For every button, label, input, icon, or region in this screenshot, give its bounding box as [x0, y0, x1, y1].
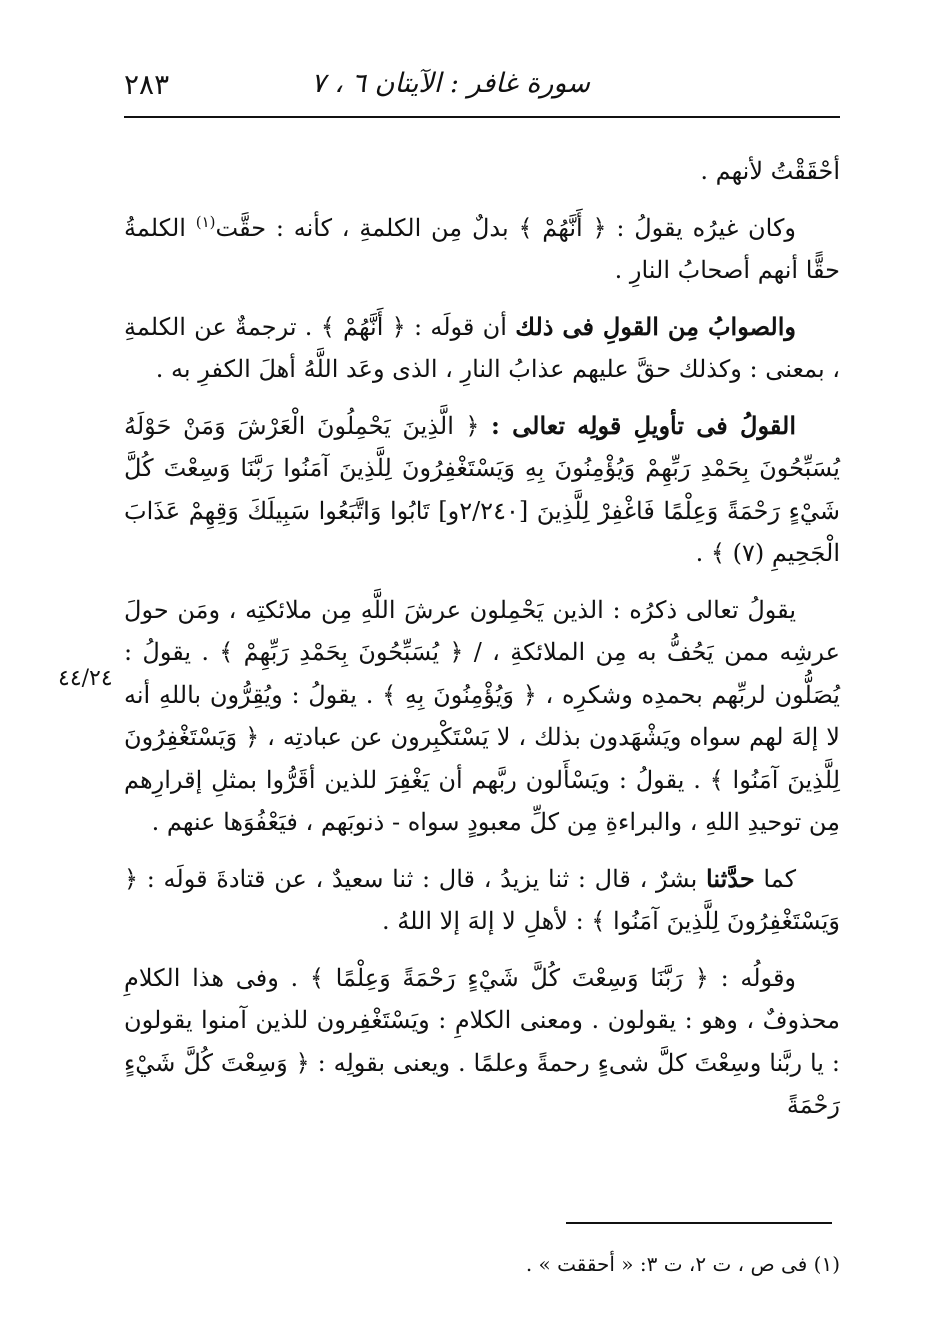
paragraph-2	[124, 207, 840, 292]
running-title: سورة غافر : الآيتان ٦ ، ٧	[311, 68, 590, 99]
paragraph-6-text-a: كما	[754, 864, 796, 893]
margin-note: ٤٤/٢٤	[58, 666, 113, 691]
paragraph-6	[124, 858, 840, 943]
manuscript-marker: [٢/٢٤٠و]	[429, 496, 537, 525]
page-header	[124, 60, 840, 118]
verse-text: ﴿ الَّذِينَ يَحْمِلُونَ الْعَرْشَ وَمَنْ حَوْلَهُ يُسَبِّحُونَ بِحَمْدِ رَبِّهِمْ وَيُؤْمِنُونَ بِهِ وَيَسْتَغْفِرُونَ لِلَّذِينَ آمَنُوا رَبَّنَا وَسِعْتَ كُلَّ شَيْءٍ رَحْمَةً وَعِلْمًا فَاغْفِرْ لِلَّذِينَ	[124, 411, 840, 525]
paragraph-7: وقولُه : ﴿ رَبَّنَا وَسِعْتَ كُلَّ شَيْءٍ رَحْمَةً وَعِلْمًا ﴾ . وفى هذا الكلامِ محذوفٌ ، وهو : يقولون . ومعنى الكلامِ : ويَسْتَغْفِرون للذين آمنوا يقولون : يا ربَّنا وسِعْتَ كلَّ شىءٍ رحمةً وعلمًا . ويعنى بقولِه : ﴿ وَسِعْتَ كُلَّ شَيْءٍ رَحْمَةً	[124, 963, 840, 1119]
paragraph-3-text: أن قولَه : ﴿ أَنَّهُمْ ﴾ . ترجمةٌ عن الكلمةِ ، بمعنى : وكذلك حقَّ عليهم عذابُ النارِ ، الذى وعَد اللَّهُ أهلَ الكفرِ به .	[124, 312, 840, 383]
verse-text-end: تَابُوا وَاتَّبَعُوا سَبِيلَكَ وَقِهِمْ عَذَابَ الْجَحِيمِ (٧) ﴾ .	[124, 496, 840, 567]
paragraph-6-bold: حدَّثنا	[706, 863, 755, 893]
footnote-divider	[566, 1222, 832, 1224]
paragraph-2-text-b: الكلمةُ حقًّا أنهم أصحابُ النارِ .	[124, 213, 840, 284]
paragraph-3-bold: والصوابُ مِن القولِ فى ذلك	[515, 311, 797, 341]
page-number: ٢٨٣	[124, 68, 170, 101]
paragraph-4-verse	[124, 405, 840, 575]
verse-heading: القولُ فى تأويلِ قولِه تعالى :	[491, 410, 796, 440]
body-text	[124, 150, 840, 1127]
paragraph-1: أحْقَقْتُ لأنهم .	[700, 157, 840, 185]
paragraph-2-text-a: وكان غيرُه يقولُ : ﴿ أَنَّهُمْ ﴾ بدلٌ مِن الكلمةِ ، كأنه : حقَّت	[215, 213, 796, 242]
footnote-ref: (١)	[195, 212, 216, 231]
footnote: (١) فى ص ، ت ٢، ت ٣: « أحققت » .	[525, 1252, 840, 1276]
paragraph-5: يقولُ تعالى ذكرُه : الذين يَحْمِلون عرشَ اللَّهِ مِن ملائكتِه ، ومَن حولَ عرشِه ممن يَحُفُّ به مِن الملائكةِ ، / ﴿ يُسَبِّحُونَ بِحَمْدِ رَبِّهِمْ ﴾ . يقولُ : يُصَلُّون لربِّهم بحمدِه وشكرِه ، ﴿ وَيُؤْمِنُونَ بِهِ ﴾ . يقولُ : ويُقِرُّون باللهِ أنه لا إلهَ لهم سواه ويَشْهَدون بذلك ، لا يَسْتَكْبِرون عن عبادتِه ، ﴿ وَيَسْتَغْفِرُونَ لِلَّذِينَ آمَنُوا ﴾ . يقولُ : ويَسْأَلون ربَّهم أن يَغْفِرَ للذين أقَرُّوا بمثلِ إقرارِهم مِن توحيدِ اللهِ ، والبراءةِ مِن كلِّ معبودٍ سواه - ذنوبَهم ، فيَعْفُوَها عنهم .	[124, 595, 841, 836]
paragraph-6-text-b: بشرٌ ، قال : ثنا يزيدُ ، قال : ثنا سعيدٌ ، عن قتادةَ قولَه : ﴿ وَيَسْتَغْفِرُونَ لِلَّذِينَ آمَنُوا ﴾ : لأهلِ لا إلهَ إلا اللهُ .	[124, 864, 840, 935]
paragraph-3	[124, 306, 840, 391]
